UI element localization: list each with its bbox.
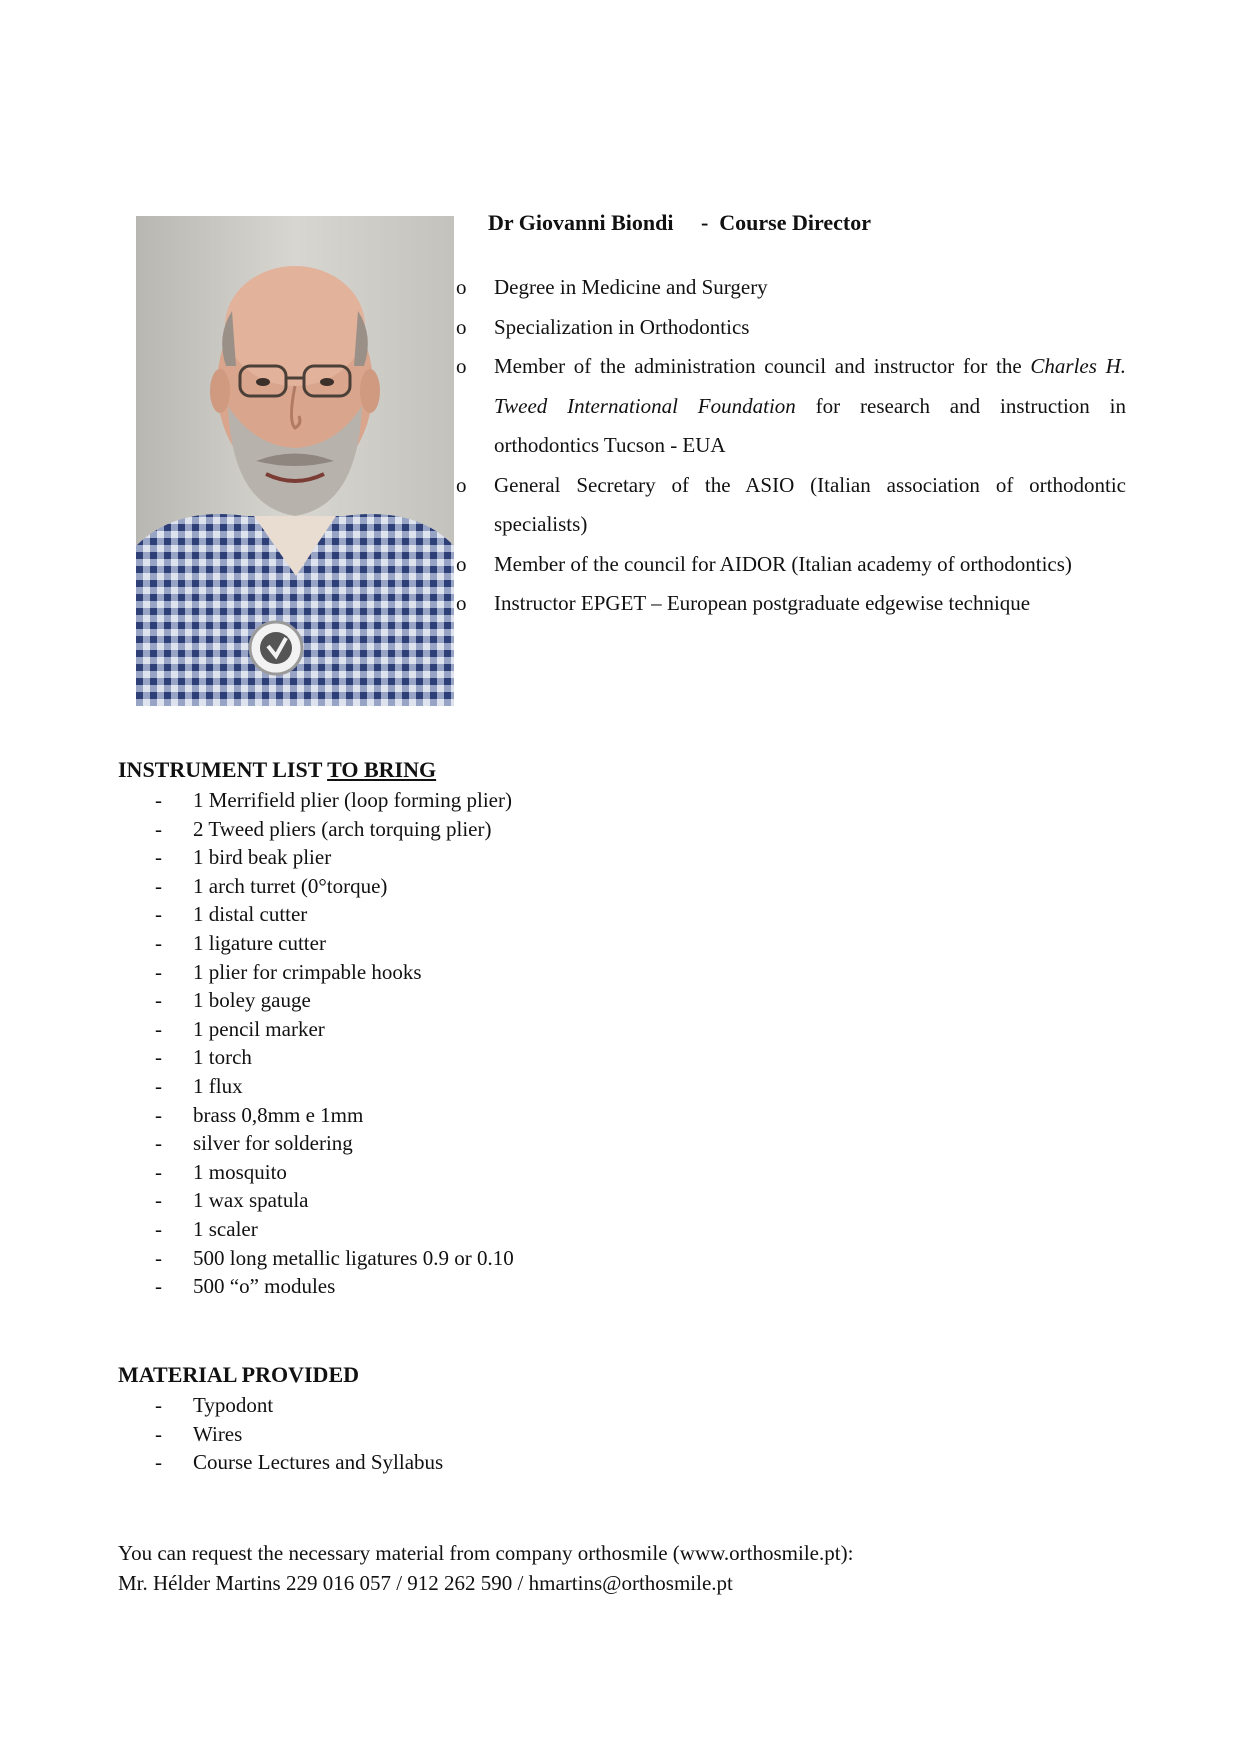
credential-text: Specialization in Orthodontics [494,314,750,339]
bullet-marker: o [456,314,467,339]
dash-marker: - [155,1216,162,1241]
instrument-text: 1 Merrifield plier (loop forming plier) [193,788,512,812]
credential-text: Member of the council for AIDOR (Italian academy of orthodontics) [494,551,1072,576]
dash-marker: - [155,902,162,927]
instrument-list-heading [118,757,436,783]
instrument-text: 1 mosquito [193,1159,287,1184]
director-name: Dr Giovanni Biondi [488,210,674,235]
instrument-text: 1 plier for crimpable hooks [193,959,422,984]
bullet-marker: o [456,472,467,497]
dash-marker: - [155,1131,162,1156]
instrument-list-title: INSTRUMENT LIST [118,757,322,782]
dash-marker: - [155,1421,162,1446]
instrument-text: 1 ligature cutter [193,930,326,955]
instrument-item [118,1072,514,1101]
instrument-item [118,786,514,815]
dash-marker: - [155,873,162,898]
instrument-item [118,815,514,844]
credential-text: Member of the administration council and instructor for the [494,354,1031,378]
heading-separator: - [700,210,709,235]
instrument-list [118,786,514,1301]
instrument-text: 1 distal cutter [193,902,308,927]
material-text: Wires [193,1421,243,1446]
material-item [118,1448,443,1477]
instrument-item [118,1158,514,1187]
dash-marker: - [155,988,162,1013]
request-material-text: You can request the necessary material from company orthosmile (www.orthosmile.pt): [118,1541,854,1565]
instrument-item [118,1129,514,1158]
instrument-text: 1 scaler [193,1216,258,1241]
foundation-name: Charles H. Tweed International Foundation [494,354,1126,418]
bullet-marker: o [456,551,467,576]
instrument-item [118,1101,514,1130]
instrument-item [118,1215,514,1244]
credential-text: Degree in Medicine and Surgery [494,275,768,299]
instrument-text: 2 Tweed pliers (arch torquing plier) [193,816,492,841]
dash-marker: - [155,1159,162,1184]
instrument-text: silver for soldering [193,1131,353,1156]
instrument-item [118,986,514,1015]
credential-item [456,268,1126,308]
material-list [118,1391,443,1477]
dash-marker: - [155,1245,162,1270]
dash-marker: - [155,816,162,841]
contact-footer [118,1538,853,1598]
credential-text: General Secretary of the ASIO (Italian association of orthodontic specialists) [494,472,1126,536]
instrument-text: 1 boley gauge [193,988,311,1013]
instrument-item [118,1186,514,1215]
credentials-list [456,268,1126,624]
instrument-text: 1 wax spatula [193,1188,309,1213]
director-role: Course Director [719,210,871,235]
instrument-text: brass 0,8mm e 1mm [193,1102,364,1127]
credential-text: Instructor EPGET – European postgraduate edgewise technique [494,591,1031,615]
instrument-text: 500 “o” modules [193,1274,336,1299]
bullet-marker: o [456,591,467,615]
instrument-item [118,1043,514,1072]
portrait-photo [136,216,454,706]
instrument-item [118,958,514,987]
instrument-text: 1 torch [193,1045,252,1070]
dash-marker: - [155,959,162,984]
credential-item [456,584,1126,624]
dash-marker: - [155,930,162,955]
material-item [118,1420,443,1449]
instrument-item [118,1015,514,1044]
dash-marker: - [155,1073,162,1098]
portrait-illustration [136,216,454,706]
instrument-text: 1 bird beak plier [193,845,332,870]
material-provided-heading: MATERIAL PROVIDED [118,1362,360,1387]
dash-marker: - [155,788,162,812]
credential-text: for research and instruction in orthodontics Tucson - EUA [494,393,1126,457]
instrument-text: 500 long metallic ligatures 0.9 or 0.10 [193,1245,514,1270]
dash-marker: - [155,1016,162,1041]
dash-marker: - [155,1102,162,1127]
bullet-marker: o [456,275,467,299]
instrument-item [118,872,514,901]
dash-marker: - [155,1188,162,1213]
credential-item [456,347,1126,466]
credential-item [456,466,1126,545]
dash-marker: - [155,1045,162,1070]
instrument-item [118,1244,514,1273]
dash-marker: - [155,845,162,870]
instrument-list-title-underlined: TO BRING [327,757,437,782]
contact-details: Mr. Hélder Martins 229 016 057 / 912 262 590 / hmartins@orthosmile.pt [118,1571,733,1595]
instrument-item [118,929,514,958]
instrument-text: 1 flux [193,1073,243,1098]
instrument-item [118,1272,514,1301]
material-text: Course Lectures and Syllabus [193,1450,444,1475]
dash-marker: - [155,1393,162,1417]
instrument-text: 1 arch turret (0°torque) [193,873,388,898]
credential-item [456,545,1126,585]
bullet-marker: o [456,354,467,378]
instrument-item [118,843,514,872]
instrument-item [118,900,514,929]
material-text: Typodont [193,1393,274,1417]
credential-item [456,308,1126,348]
dash-marker: - [155,1274,162,1299]
director-heading [488,210,871,236]
instrument-text: 1 pencil marker [193,1016,325,1041]
dash-marker: - [155,1450,162,1475]
material-item [118,1391,443,1420]
